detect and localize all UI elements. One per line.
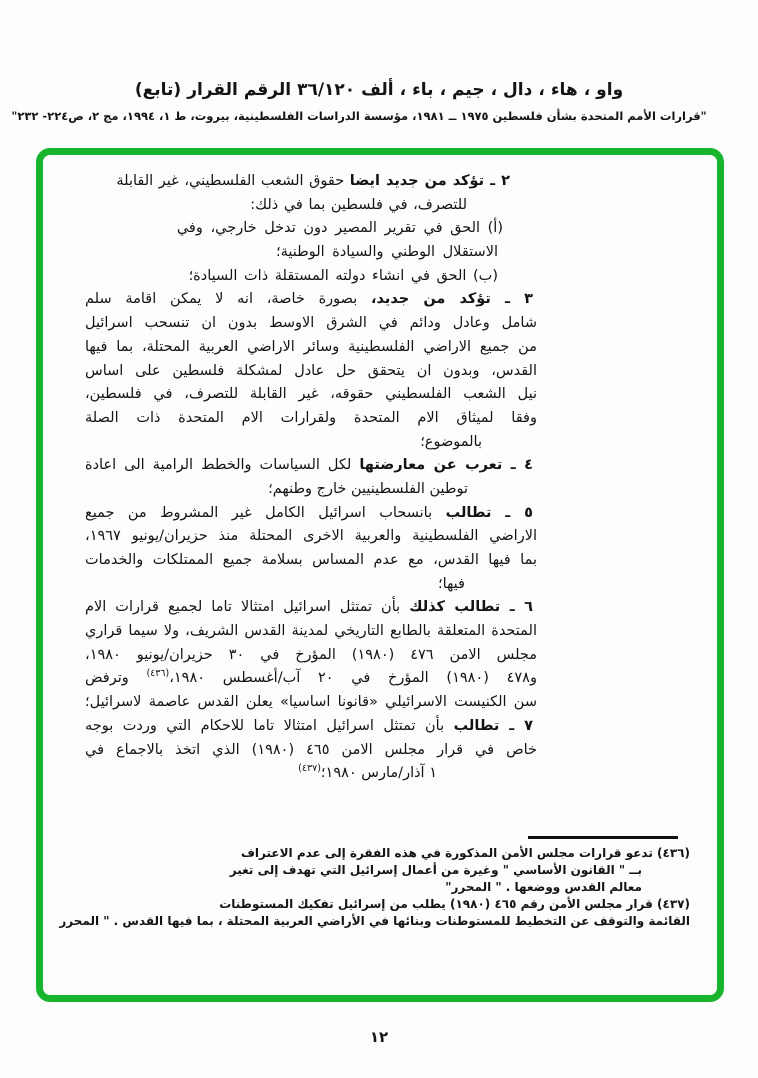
body-line: الاراضي الفلسطينية والعربية الاخرى المحتلة منذ حزيران/يونيو ١٩٦٧،	[85, 528, 537, 545]
body-line: الاستقلال الوطني والسيادة الوطنية؛	[276, 244, 498, 261]
body-line: سن الكنيست الاسرائيلي «قانونا اساسيا» يعلن القدس عاصمة لاسرائيل؛	[85, 694, 537, 711]
title-token: القرار	[187, 80, 238, 100]
title-token: باء	[412, 80, 434, 100]
body-line: (أ) الحق في تقرير المصير دون تدخل خارجي، وفي	[176, 220, 503, 237]
title-token: ،	[583, 80, 591, 100]
body-line: توطين الفلسطينيين خارج وطنهم؛	[268, 480, 468, 497]
body-line: و٤٧٨ (١٩٨٠) المؤرخ في ٢٠ آب/أغسطس ١٩٨٠،$^{(٤٣٦)}$ وترفض	[85, 668, 537, 687]
body-line: ٣ ـ تؤكد من جديد، بصورة خاصة، انه لا يمكن اقامة سلم	[85, 291, 533, 308]
footnote-line: (٤٣٦) تدعو قرارات مجلس الأمن المذكورة في هذه الفقرة إلى عدم الاعتراف	[240, 846, 690, 860]
resolution-body	[85, 170, 537, 786]
title-token: هاء	[550, 80, 578, 100]
title-token: ألف	[361, 80, 394, 100]
body-line: ٧ ـ تطالب بأن تمتثل اسرائيل امتثالا تاما للاحكام التي وردت بوجه	[85, 717, 533, 734]
title-token: واو	[596, 80, 624, 100]
body-line: ١ آذار/مارس ١٩٨٠؛$^{(٤٣٧)}$	[298, 763, 437, 782]
body-line: بالموضوع؛	[420, 433, 482, 450]
body-line: (ب) الحق في انشاء دولته المستقلة ذات السيادة؛	[188, 267, 498, 284]
body-line: ٢ ـ تؤكد من جديد ايضا حقوق الشعب الفلسطيني، غير القابلة	[116, 173, 510, 189]
title-token: ،	[439, 80, 447, 100]
footnote-reference: (٤٣٦)	[146, 668, 170, 680]
body-line: للتصرف، في فلسطين بما في ذلك:	[250, 196, 467, 213]
title-token: ٣٦/١٢٠	[297, 80, 356, 100]
body-line: ٤ ـ تعرب عن معارضتها لكل السياسات والخطط الرامية الى اعادة	[85, 457, 533, 474]
body-line: ٥ ـ تطالب بانسحاب اسرائيل الكامل غير المشروط من جميع	[85, 504, 533, 521]
footnote-reference: (٤٣٧)	[298, 763, 321, 775]
title-token: (تابع)	[134, 80, 182, 100]
footnote-line: (٤٣٧) قرار مجلس الأمن رقم ٤٦٥ (١٩٨٠) يطلب من إسرائيل تفكيك المستوطنات	[219, 896, 690, 911]
footnotes	[59, 845, 690, 930]
source-citation: "قرارات الأمم المتحدة بشأن فلسطين ١٩٧٥ ــ ١٩٨١، مؤسسة الدراسات الفلسطينية، بيروت، ط ١، ١٩٩٤، مج ٢، ص٢٢٤- ٢٣٢"	[11, 109, 707, 123]
body-line: مجلس الامن ٤٧٦ (١٩٨٠) المؤرخ في ٣٠ حزيران/يونيو ١٩٨٠،	[85, 646, 537, 663]
body-line: وفقا لميثاق الام المتحدة ولقرارات الام المتحدة ذات الصلة	[85, 409, 537, 426]
body-line: ٦ ـ تطالب كذلك بأن تمتثل اسرائيل امتثالا تاما لجميع قرارات الام	[85, 599, 533, 616]
body-line: المتحدة المتعلقة بالطابع التاريخي لمدينة القدس الشريف، ولا سيما قراري	[85, 623, 537, 640]
body-line: من جميع الاراضي الفلسطينية وسائر الاراضي العربية المحتلة، بما فيها	[85, 338, 537, 355]
footnote-line: القائمة والتوقف عن التخطيط للمستوطنات وبنائها في الأراضي العربية المحتلة ، بما فيها القدس . " المحرر	[59, 913, 690, 928]
title-token: جيم	[452, 80, 485, 100]
title-token: ،	[538, 80, 545, 100]
body-line: فيها؛	[437, 575, 465, 592]
title-token: ،	[399, 80, 407, 100]
title-token: الرقم	[243, 80, 292, 100]
resolution-title	[0, 79, 758, 101]
title-token: ،	[490, 80, 498, 100]
body-line: خاص في قرار مجلس الامن ٤٦٥ (١٩٨٠) الذي اتخذ بالاجماع في	[85, 741, 537, 758]
page-number: ١٢	[369, 1028, 389, 1046]
body-line: نيل الشعب الفلسطيني حقوقه، غير القابلة للتصرف، في فلسطين،	[85, 386, 537, 403]
footnote-line: معالم القدس ووضعها . " المحرر"	[445, 879, 642, 894]
body-line: القدس، وبدون ان يتحقق حل عادل لمشكلة فلسطين على اساس	[85, 362, 537, 379]
body-line: شامل وعادل ودائم في الشرق الاوسط بدون ان تنسحب اسرائيل	[85, 315, 537, 332]
title-token: دال	[503, 80, 533, 100]
body-line: بما فيها القدس، مع عدم المساس بسلامة جميع الممتلكات والخدمات	[85, 552, 537, 568]
footnote-line: بــ " القانون الأساسي " وغيرة من أعمال إسرائيل التي تهدف إلى تغير	[229, 862, 642, 877]
footnote-separator	[528, 836, 678, 839]
